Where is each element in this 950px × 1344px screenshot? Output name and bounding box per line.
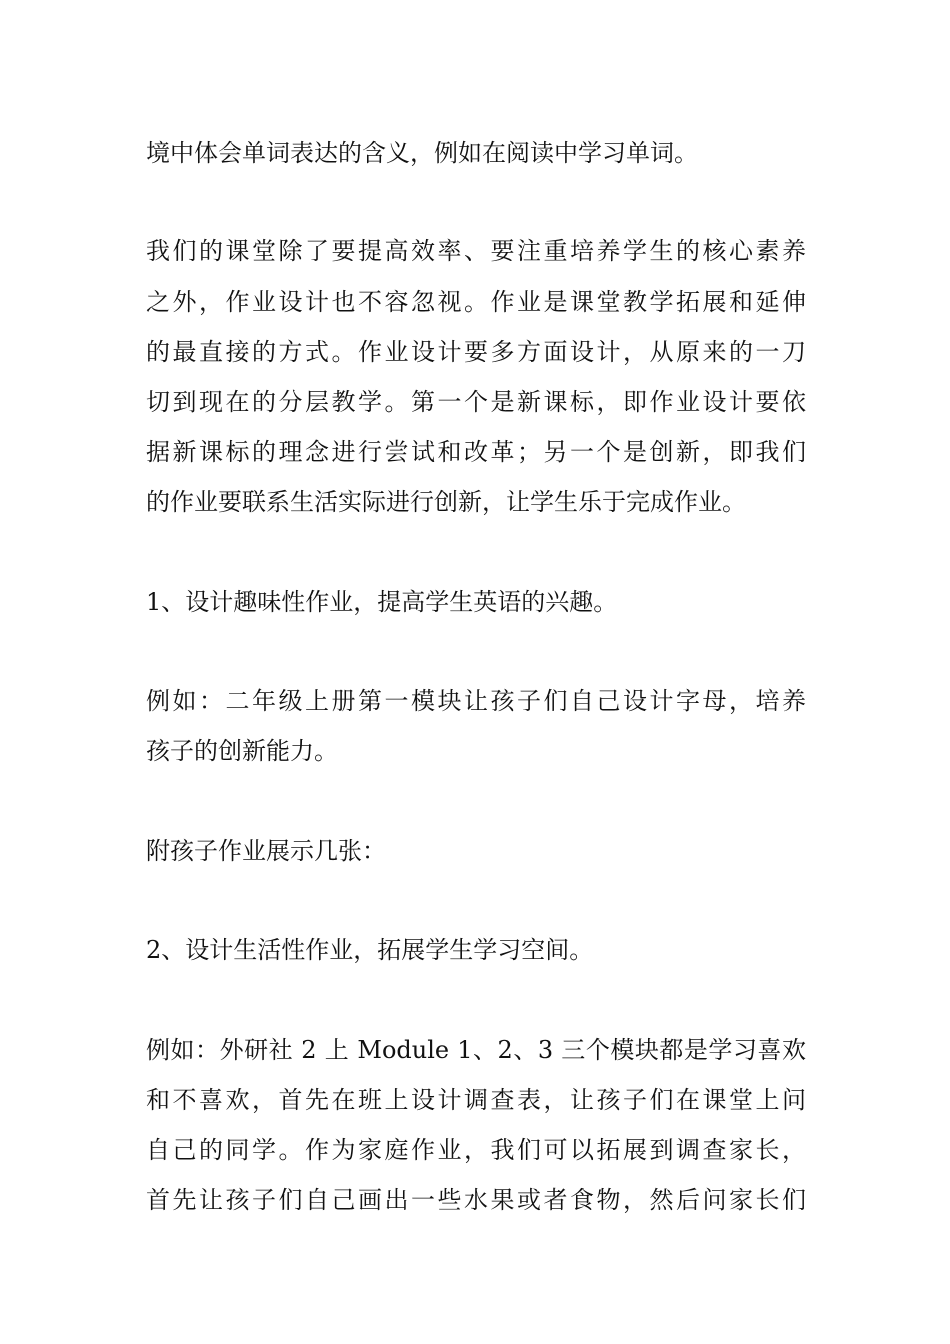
paragraph-line: 孩子的创新能力。: [146, 737, 338, 765]
paragraph-line: 附孩子作业展示几张：: [146, 837, 386, 865]
paragraph-line: 自己的同学。作为家庭作业，我们可以拓展到调查家长，: [146, 1136, 806, 1164]
paragraph-line: 和不喜欢，首先在班上设计调查表，让孩子们在课堂上问: [146, 1086, 806, 1114]
section-heading: 1、设计趣味性作业，提高学生英语的兴趣。: [146, 588, 618, 616]
section-heading: 2、设计生活性作业，拓展学生学习空间。: [146, 936, 594, 964]
paragraph-line: 的作业要联系生活实际进行创新，让学生乐于完成作业。: [146, 488, 746, 516]
paragraph-line: 切到现在的分层教学。第一个是新课标，即作业设计要依: [146, 388, 806, 416]
paragraph-line: 例如：二年级上册第一模块让孩子们自己设计字母，培养: [146, 687, 806, 715]
paragraph-line: 我们的课堂除了要提高效率、要注重培养学生的核心素养: [146, 237, 806, 265]
paragraph-line: 首先让孩子们自己画出一些水果或者食物，然后问家长们: [146, 1186, 806, 1214]
paragraph-line: 例如：外研社 2 上 Module 1、2、3 三个模块都是学习喜欢: [146, 1036, 806, 1064]
paragraph-line: 境中体会单词表达的含义，例如在阅读中学习单词。: [146, 139, 698, 167]
paragraph-line: 据新课标的理念进行尝试和改革；另一个是创新，即我们: [146, 438, 806, 466]
paragraph-line: 之外，作业设计也不容忽视。作业是课堂教学拓展和延伸: [146, 288, 806, 316]
paragraph-line: 的最直接的方式。作业设计要多方面设计，从原来的一刀: [146, 338, 806, 366]
